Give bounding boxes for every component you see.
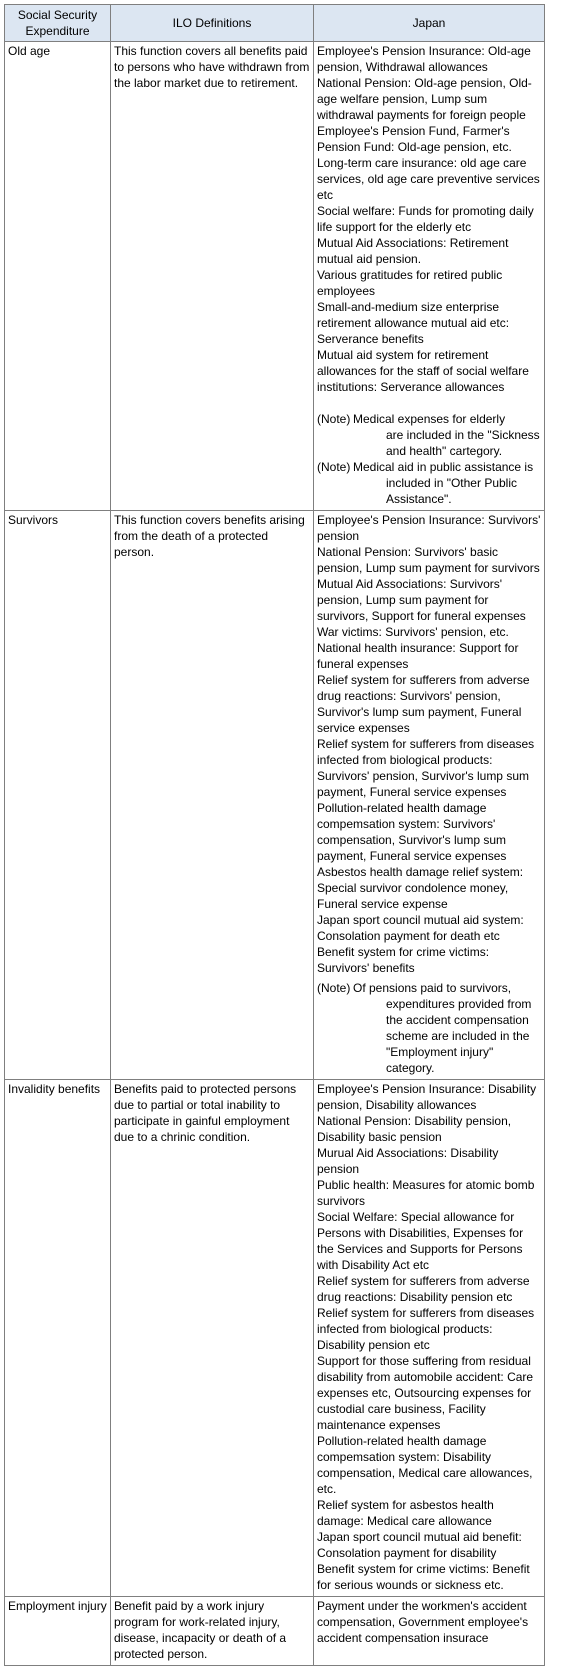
- table-row: [5, 1080, 545, 1597]
- list-item: National health insurance: Support for funeral expenses: [317, 641, 519, 671]
- header-social-security-expenditure: Social Security Expenditure: [5, 5, 111, 42]
- list-item: Relief system for sufferers from diseases infected from biological products: Disability pension etc: [317, 1306, 535, 1352]
- list-item: Support for those suffering from residual disability from automobile accident: Care expenses etc, Outsourcing expenses for custodial care business, Facility maintenance expenses: [317, 1354, 534, 1432]
- note-text-rest: are included in the "Sickness and health" cartegory.: [386, 428, 540, 458]
- list-item: Employee's Pension Insurance: Old-age pension, Withdrawal allowances: [317, 44, 531, 74]
- japan-cell: [314, 511, 545, 1080]
- note: [317, 459, 541, 507]
- note-text-first: Of pensions paid to survivors,: [353, 981, 512, 995]
- list-item: Pollution-related health damage compemsation system: Disability compensation, Medical care allowances, etc.: [317, 1434, 533, 1496]
- list-item: Various gratitudes for retired public employees: [317, 268, 503, 298]
- category-cell: Old age: [5, 42, 111, 511]
- category-cell: Employment injury: [5, 1597, 111, 1666]
- list-item: Relief system for sufferers from diseases infected from biological products: Survivors' pension, Survivor's lump sum payment, Funeral service expenses: [317, 737, 535, 799]
- list-item: Benefit system for crime victims: Survivors' benefits: [317, 945, 490, 975]
- note: [317, 411, 541, 459]
- definition-cell: This function covers benefits arising from the death of a protected person.: [111, 511, 314, 1080]
- definition-cell: This function covers all benefits paid to persons who have withdrawn from the labor market due to retirement.: [111, 42, 314, 511]
- list-item: Social welfare: Funds for promoting daily life support for the elderly etc: [317, 204, 534, 234]
- list-item: Payment under the workmen's accident compensation, Government employee's accident compensation insurace: [317, 1599, 529, 1645]
- list-item: Social Welfare: Special allowance for Persons with Disabilities, Expenses for the Services and Supports for Persons with Disability Act etc: [317, 1210, 524, 1272]
- list-item: Public health: Measures for atomic bomb survivors: [317, 1178, 535, 1208]
- list-item: National Pension: Old-age pension, Old-age welfare pension, Lump sum withdrawal payments for foreign people: [317, 76, 532, 122]
- list-item: Small-and-medium size enterprise retirement allowance mutual aid etc: Serverance benefits: [317, 300, 510, 346]
- list-item: Mutual Aid Associations: Retirement mutual aid pension.: [317, 236, 509, 266]
- header-row: [5, 5, 545, 42]
- definition-cell: Benefit paid by a work injury program for work-related injury, disease, incapacity or death of a protected person.: [111, 1597, 314, 1666]
- list-item: National Pension: Disability pension, Disability basic pension: [317, 1114, 512, 1144]
- note: [317, 980, 541, 1076]
- japan-cell: [314, 1597, 545, 1666]
- list-item: Murual Aid Associations: Disability pension: [317, 1146, 499, 1176]
- category-cell: Invalidity benefits: [5, 1080, 111, 1597]
- note-text-rest: expenditures provided from the accident compensation scheme are included in the "Employment injury" category.: [386, 997, 532, 1075]
- table-body: [5, 42, 545, 1666]
- list-item: Benefit system for crime victims: Benefit for serious wounds or sickness etc.: [317, 1562, 530, 1592]
- table-row: [5, 42, 545, 511]
- header-japan: Japan: [314, 5, 545, 42]
- note-tag: (Note): [317, 981, 351, 995]
- list-item: Japan sport council mutual aid benefit: Consolation payment for disability: [317, 1530, 522, 1560]
- note-text-rest: included in "Other Public Assistance".: [386, 476, 517, 506]
- list-item: Relief system for asbestos health damage: Medical care allowance: [317, 1498, 494, 1528]
- list-item: Long-term care insurance: old age care services, old age care preventive services etc: [317, 156, 540, 202]
- list-item: Pollution-related health damage compemsation system: Survivors' compensation, Survivor's lump sum payment, Funeral service expenses: [317, 801, 507, 863]
- list-item: Relief system for sufferers from adverse drug reactions: Survivors' pension, Survivor's lump sum payment, Funeral service expenses: [317, 673, 530, 735]
- list-item: Mutual Aid Associations: Survivors' pension, Lump sum payment for survivors, Support for funeral expenses: [317, 577, 526, 623]
- table-row: [5, 511, 545, 1080]
- japan-cell: [314, 1080, 545, 1597]
- definition-cell: Benefits paid to protected persons due to partial or total inability to participate in gainful employment due to a chrinic condition.: [111, 1080, 314, 1597]
- table-row: [5, 1597, 545, 1666]
- note-tag: (Note): [317, 412, 351, 426]
- list-item: Asbestos health damage relief system: Special survivor condolence money, Funeral service expense: [317, 865, 524, 911]
- japan-cell: [314, 42, 545, 511]
- list-item: Mutual aid system for retirement allowances for the staff of social welfare institutions: Serverance allowances: [317, 348, 529, 394]
- social-security-table: [4, 4, 545, 1666]
- list-item: Employee's Pension Insurance: Disability pension, Disability allowances: [317, 1082, 537, 1112]
- list-item: Employee's Pension Insurance: Survivors' pension: [317, 513, 541, 543]
- list-item: Relief system for sufferers from adverse drug reactions: Disability pension etc: [317, 1274, 530, 1304]
- category-cell: Survivors: [5, 511, 111, 1080]
- header-ilo-definitions: ILO Definitions: [111, 5, 314, 42]
- note-text-first: Medical aid in public assistance is: [353, 460, 534, 474]
- list-item: Employee's Pension Fund, Farmer's Pension Fund: Old-age pension, etc.: [317, 124, 512, 154]
- list-item: Japan sport council mutual aid system: Consolation payment for death etc: [317, 913, 524, 943]
- note-text-first: Medical expenses for elderly: [353, 412, 506, 426]
- note-tag: (Note): [317, 460, 351, 474]
- list-item: War victims: Survivors' pension, etc.: [317, 625, 509, 639]
- list-item: National Pension: Survivors' basic pension, Lump sum payment for survivors: [317, 545, 540, 575]
